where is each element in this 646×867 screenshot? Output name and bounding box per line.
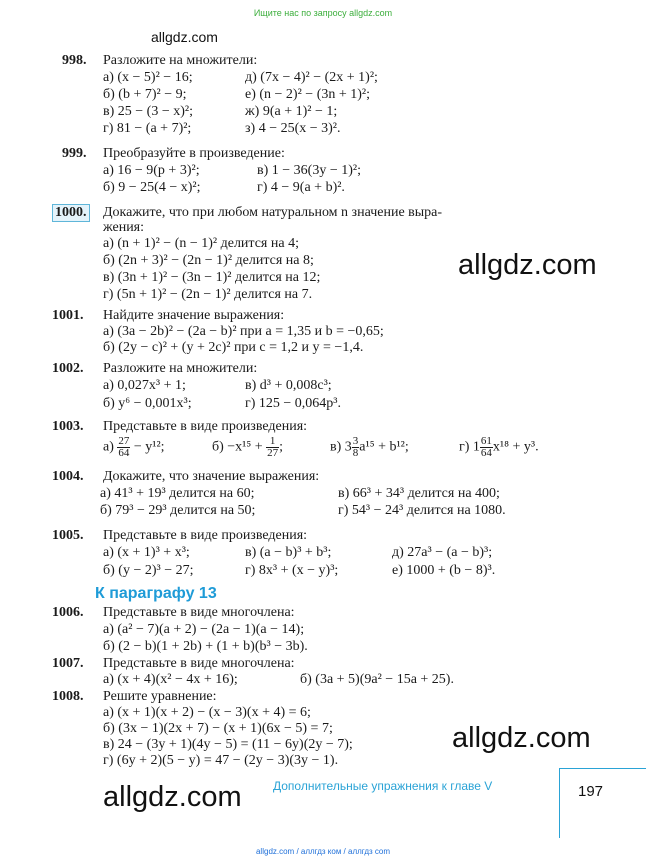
item-1008-g: г) (6y + 2)(5 − y) = 47 − (2y − 3)(3y − 1). [103, 753, 339, 768]
item-1003-b-label: б) −x¹⁵ + [212, 439, 263, 455]
item-1003-v-label: в) 3 [330, 439, 352, 455]
item-1001-a: а) (3a − 2b)² − (2a − b)² при a = 1,35 и b = −0,65; [103, 324, 384, 339]
item-999-b: б) 9 − 25(4 − x)²; [103, 180, 201, 195]
problem-number-998: 998. [62, 53, 87, 68]
item-998-v: в) 25 − (3 − x)²; [103, 104, 193, 119]
item-1006-b: б) (2 − b)(1 + 2b) + (1 + b)(b³ − 3b). [103, 639, 308, 654]
problem-text-998: Разложите на множители: [103, 53, 258, 68]
footer-links[interactable]: allgdz.com / аллгдз ком / аллгдз com [255, 847, 391, 856]
item-998-a: а) (x − 5)² − 16; [103, 70, 193, 85]
problem-text-1000-line1: Докажите, что при любом натуральном n значение выра- [103, 205, 443, 220]
problem-text-1001: Найдите значение выражения: [103, 308, 285, 323]
item-1003-g-label: г) 1 [459, 439, 480, 455]
problem-text-1002: Разложите на множители: [103, 361, 258, 376]
problem-number-1001: 1001. [52, 308, 84, 323]
item-1004-a: а) 41³ + 19³ делится на 60; [100, 486, 255, 501]
item-1002-v: в) d³ + 0,008c³; [245, 378, 332, 393]
denominator: 8 [352, 447, 359, 459]
problem-number-1008: 1008. [52, 689, 84, 704]
watermark-2: allgdz.com [452, 722, 591, 754]
item-998-g: г) 81 − (a + 7)²; [103, 121, 192, 136]
problem-number-1003: 1003. [52, 419, 84, 434]
fraction [480, 436, 493, 459]
page-number: 197 [578, 783, 604, 800]
problem-number-1000: 1000. [52, 204, 90, 222]
item-999-a: а) 16 − 9(p + 3)²; [103, 163, 200, 178]
numerator: 61 [480, 435, 492, 447]
item-998-b: б) (b + 7)² − 9; [103, 87, 187, 102]
item-1007-a: а) (x + 4)(x² − 4x + 16); [103, 672, 238, 687]
item-1000-b: б) (2n + 3)² − (2n − 1)² делится на 8; [103, 253, 314, 268]
item-1007-b: б) (3a + 5)(9a² − 15a + 25). [300, 672, 454, 687]
denominator: 64 [118, 447, 130, 459]
item-1005-e: е) 1000 + (b − 8)³. [392, 563, 496, 578]
problem-text-1000-line2: жения: [103, 220, 145, 235]
item-999-v: в) 1 − 36(3y − 1)²; [257, 163, 361, 178]
footer-rule [559, 768, 646, 769]
watermark-1: allgdz.com [458, 249, 597, 281]
denominator: 27 [267, 447, 279, 459]
watermark-top: allgdz.com [151, 29, 218, 45]
search-hint[interactable]: Ищите нас по запросу allgdz.com [253, 8, 393, 18]
item-1003-b [212, 436, 283, 459]
problem-number-999: 999. [62, 146, 87, 161]
problem-number-1004: 1004. [52, 469, 84, 484]
problem-text-1008: Решите уравнение: [103, 689, 217, 704]
item-1000-g: г) (5n + 1)² − (2n − 1)² делится на 7. [103, 287, 313, 302]
item-1008-a: а) (x + 1)(x + 2) − (x − 3)(x + 4) = 6; [103, 705, 311, 720]
item-1005-d: д) 27a³ − (a − b)³; [392, 545, 493, 560]
item-1002-g: г) 125 − 0,064p³. [245, 396, 341, 411]
problem-text-999: Преобразуйте в произведение: [103, 146, 285, 161]
item-1003-b-rest: ; [279, 439, 284, 455]
problem-text-1004: Докажите, что значение выражения: [103, 469, 320, 484]
item-1004-g: г) 54³ − 24³ делится на 1080. [338, 503, 506, 518]
item-1005-b: б) (y − 2)³ − 27; [103, 563, 194, 578]
numerator: 1 [266, 436, 279, 448]
item-1003-v-rest: a¹⁵ + b¹²; [359, 439, 409, 455]
fraction [266, 436, 279, 459]
numerator: 3 [352, 435, 359, 447]
item-1008-v: в) 24 − (3y + 1)(4y − 5) = (11 − 6y)(2y − 7); [103, 737, 353, 752]
item-1002-a: а) 0,027x³ + 1; [103, 378, 186, 393]
item-998-e: е) (n − 2)² − (3n + 1)²; [245, 87, 370, 102]
problem-text-1007: Представьте в виде многочлена: [103, 656, 295, 671]
problem-text-1003: Представьте в виде произведения: [103, 419, 308, 434]
item-1000-a: а) (n + 1)² − (n − 1)² делится на 4; [103, 236, 299, 251]
item-998-z: з) 4 − 25(x − 3)². [245, 121, 341, 136]
item-1000-v: в) (3n + 1)² − (3n − 1)² делится на 12; [103, 270, 321, 285]
item-1003-a [103, 436, 165, 459]
item-1002-b: б) y⁶ − 0,001x³; [103, 396, 192, 411]
numerator: 27 [118, 435, 130, 447]
problem-number-1005: 1005. [52, 528, 84, 543]
problem-text-1006: Представьте в виде многочлена: [103, 605, 295, 620]
problem-number-1007: 1007. [52, 656, 84, 671]
footer-chapter: Дополнительные упражнения к главе V [273, 779, 493, 793]
item-999-g: г) 4 − 9(a + b)². [257, 180, 345, 195]
item-1001-b: б) (2y − c)² + (y + 2c)² при c = 1,2 и y = −1,4. [103, 340, 364, 355]
problem-number-1006: 1006. [52, 605, 84, 620]
item-1004-b: б) 79³ − 29³ делится на 50; [100, 503, 256, 518]
item-1003-v [330, 436, 409, 459]
item-1003-a-rest: − y¹²; [133, 439, 165, 455]
item-1008-b: б) (3x − 1)(2x + 7) − (x + 1)(6x − 5) = 7; [103, 721, 333, 736]
footer-divider [559, 768, 560, 838]
watermark-3: allgdz.com [103, 781, 242, 813]
item-1003-g-rest: x¹⁸ + y³. [492, 439, 539, 455]
problem-number-1002: 1002. [52, 361, 84, 376]
item-1003-g [459, 436, 539, 459]
item-1005-v: в) (a − b)³ + b³; [245, 545, 332, 560]
item-1005-g: г) 8x³ + (x − y)³; [245, 563, 339, 578]
item-1005-a: а) (x + 1)³ + x³; [103, 545, 190, 560]
item-998-d: д) (7x − 4)² − (2x + 1)²; [245, 70, 378, 85]
item-1004-v: в) 66³ + 34³ делится на 400; [338, 486, 500, 501]
item-998-zh: ж) 9(a + 1)² − 1; [245, 104, 338, 119]
fraction [117, 436, 130, 459]
item-1006-a: а) (a² − 7)(a + 2) − (2a − 1)(a − 14); [103, 622, 305, 637]
problem-text-1005: Представьте в виде произведения: [103, 528, 308, 543]
denominator: 64 [480, 447, 492, 459]
item-1003-a-label: а) [103, 439, 114, 455]
section-heading: К параграфу 13 [95, 585, 217, 602]
